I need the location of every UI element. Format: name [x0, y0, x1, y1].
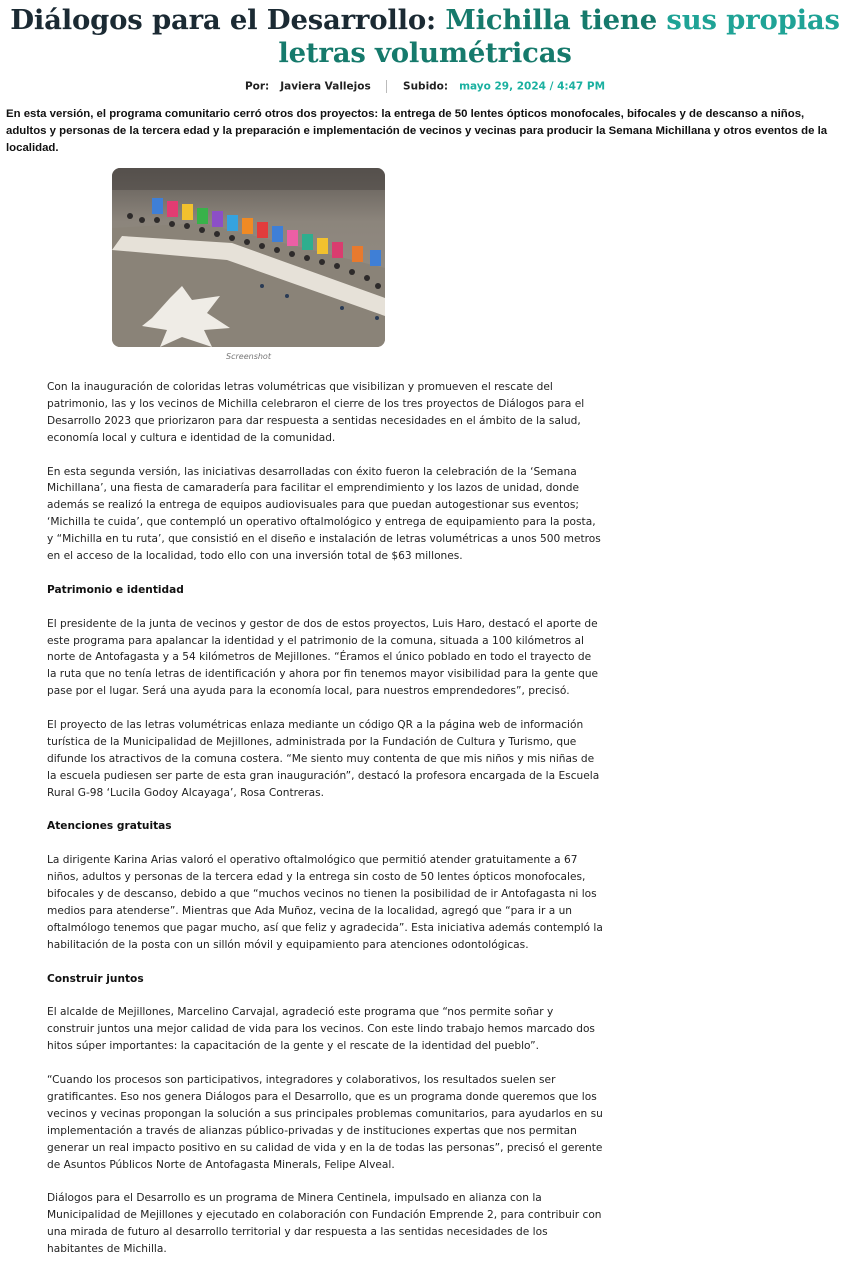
article-title [8, 4, 842, 70]
article-photo[interactable] [112, 168, 385, 347]
photo-caption: Screenshot [226, 352, 271, 361]
paragraph: El proyecto de las letras volumétricas enlaza mediante un código QR a la página web de información turística de la Municipalidad de Mejillones, administrada por la Fundación de Cultura y Turismo, que difunde los atractivos de la comuna costera. “Me siento muy contenta de que mis niños y mis niñas de la escuela pudiesen ser parte de esta gran inauguración”, destacó la profesora encargada de la Escuela Rural G-98 ‘Lucila Godoy Alcayaga’, Rosa Contreras. [47, 719, 600, 799]
article-lead: En esta versión, el programa comunitario cerró otros dos proyectos: la entrega de 50 lentes ópticos monofocales, bifocales y de descanso a niños, adultos y personas de la tercera edad y la preparación e implementación de vecinos y vecinas para producir la Semana Michillana y otros eventos de la localidad. [6, 108, 828, 154]
title-part-2: Michilla tiene [445, 4, 658, 36]
aerial-photo-illustration [112, 168, 385, 347]
publish-date: mayo 29, 2024 / 4:47 PM [459, 80, 606, 93]
title-part-3: sus propias [666, 4, 840, 36]
section-heading: Atenciones gratuitas [47, 820, 172, 833]
paragraph: El presidente de la junta de vecinos y gestor de dos de estos proyectos, Luis Haro, destacó el aporte de este programa para apalancar la identidad y el patrimonio de la comuna, situada a 100 kilómetros al norte de Antofagasta y a 54 kilómetros de Mejillones. “Éramos el único poblado en todo el trayecto de la ruta que no tenía letras de identificación y ahora por fin tenemos mayor visibilidad para la gente que pase por el lugar. Será una ayuda para la economía local, para nuestros emprendedores”, precisó. [47, 617, 599, 698]
uploaded-label: Subido: [403, 80, 449, 93]
paragraph: La dirigente Karina Arias valoró el operativo oftalmológico que permitió atender gratuitamente a 67 niños, adultos y personas de la tercera edad y la entrega sin costo de 50 lentes ópticos monofocales, bifocales y de descanso, debido a que “muchos vecinos no tienen la posibilidad de ir Antofagasta ni los medios para atenderse”. Mientras que Ada Muñoz, vecina de la localidad, agregó que “para ir a un oftalmólogo tenemos que pagar mucho, así que feliz y agradecida”. Esta iniciativa además contempló la habilitación de la posta con un sillón móvil y equipamiento para atenciones odontológicas. [47, 854, 603, 951]
title-part-4: letras volumétricas [278, 37, 572, 69]
paragraph: El alcalde de Mejillones, Marcelino Carvajal, agradeció este programa que “nos permite soñar y construir juntos una mejor calidad de vida para los vecinos. Con este lindo trabajo hemos marcado dos hitos súper importantes: la capacitación de la gente y el rescate de la identidad del pueblo”. [47, 1006, 595, 1053]
byline-divider [386, 80, 387, 93]
author-label: Por: [244, 80, 270, 93]
byline [0, 80, 850, 93]
paragraph: En esta segunda versión, las iniciativas desarrolladas con éxito fueron la celebración de la ‘Semana Michillana’, una fiesta de camaradería para facilitar el emprendimiento y los lazos de unidad, donde además se realizó la entrega de equipos audiovisuales para que puedan autogestionar sus eventos; ‘Michilla te cuida’, que contempló un operativo oftalmológico y entrega de equipamiento para la posta, y “Michilla en tu ruta’, que consistió en el diseño e instalación de letras volumétricas a unos 500 metros en el acceso de la localidad, todo ello con una inversión total de $63 millones. [47, 465, 601, 563]
paragraph: “Cuando los procesos son participativos, integradores y colaborativos, los resultados suelen ser gratificantes. Eso nos genera Diálogos para el Desarrollo, que es un programa donde queremos que los vecinos y vecinas propongan la solución a sus principales problemas comunitarios, para ayudarlos en su implementación a través de alianzas público-privadas y de instituciones expertas que nos permitan generar un real impacto positivo en su calidad de vida y en la de todas las personas”, precisó el gerente de Asuntos Públicos Norte de Antofagasta Minerals, Felipe Alveal. [47, 1074, 603, 1171]
section-heading: Patrimonio e identidad [47, 583, 184, 596]
section-heading: Construir juntos [47, 972, 144, 985]
article-body [47, 379, 603, 1275]
paragraph: Diálogos para el Desarrollo es un programa de Minera Centinela, impulsado en alianza con la Municipalidad de Mejillones y ejecutado en colaboración con Fundación Emprende 2, para contribuir con una mirada de futuro al desarrollo territorial y dar respuesta a las sentidas necesidades de los habitantes de Michilla. [47, 1192, 602, 1256]
paragraph: Con la inauguración de coloridas letras volumétricas que visibilizan y promueven el rescate del patrimonio, las y los vecinos de Michilla celebraron el cierre de los tres proyectos de Diálogos para el Desarrollo 2023 que priorizaron para dar respuesta a sentidas necesidades en el ámbito de la salud, economía local y cultura e identidad de la comunidad. [47, 381, 585, 444]
title-part-1: Diálogos para el Desarrollo: [10, 4, 436, 36]
author-name[interactable]: Javiera Vallejos [280, 80, 371, 93]
